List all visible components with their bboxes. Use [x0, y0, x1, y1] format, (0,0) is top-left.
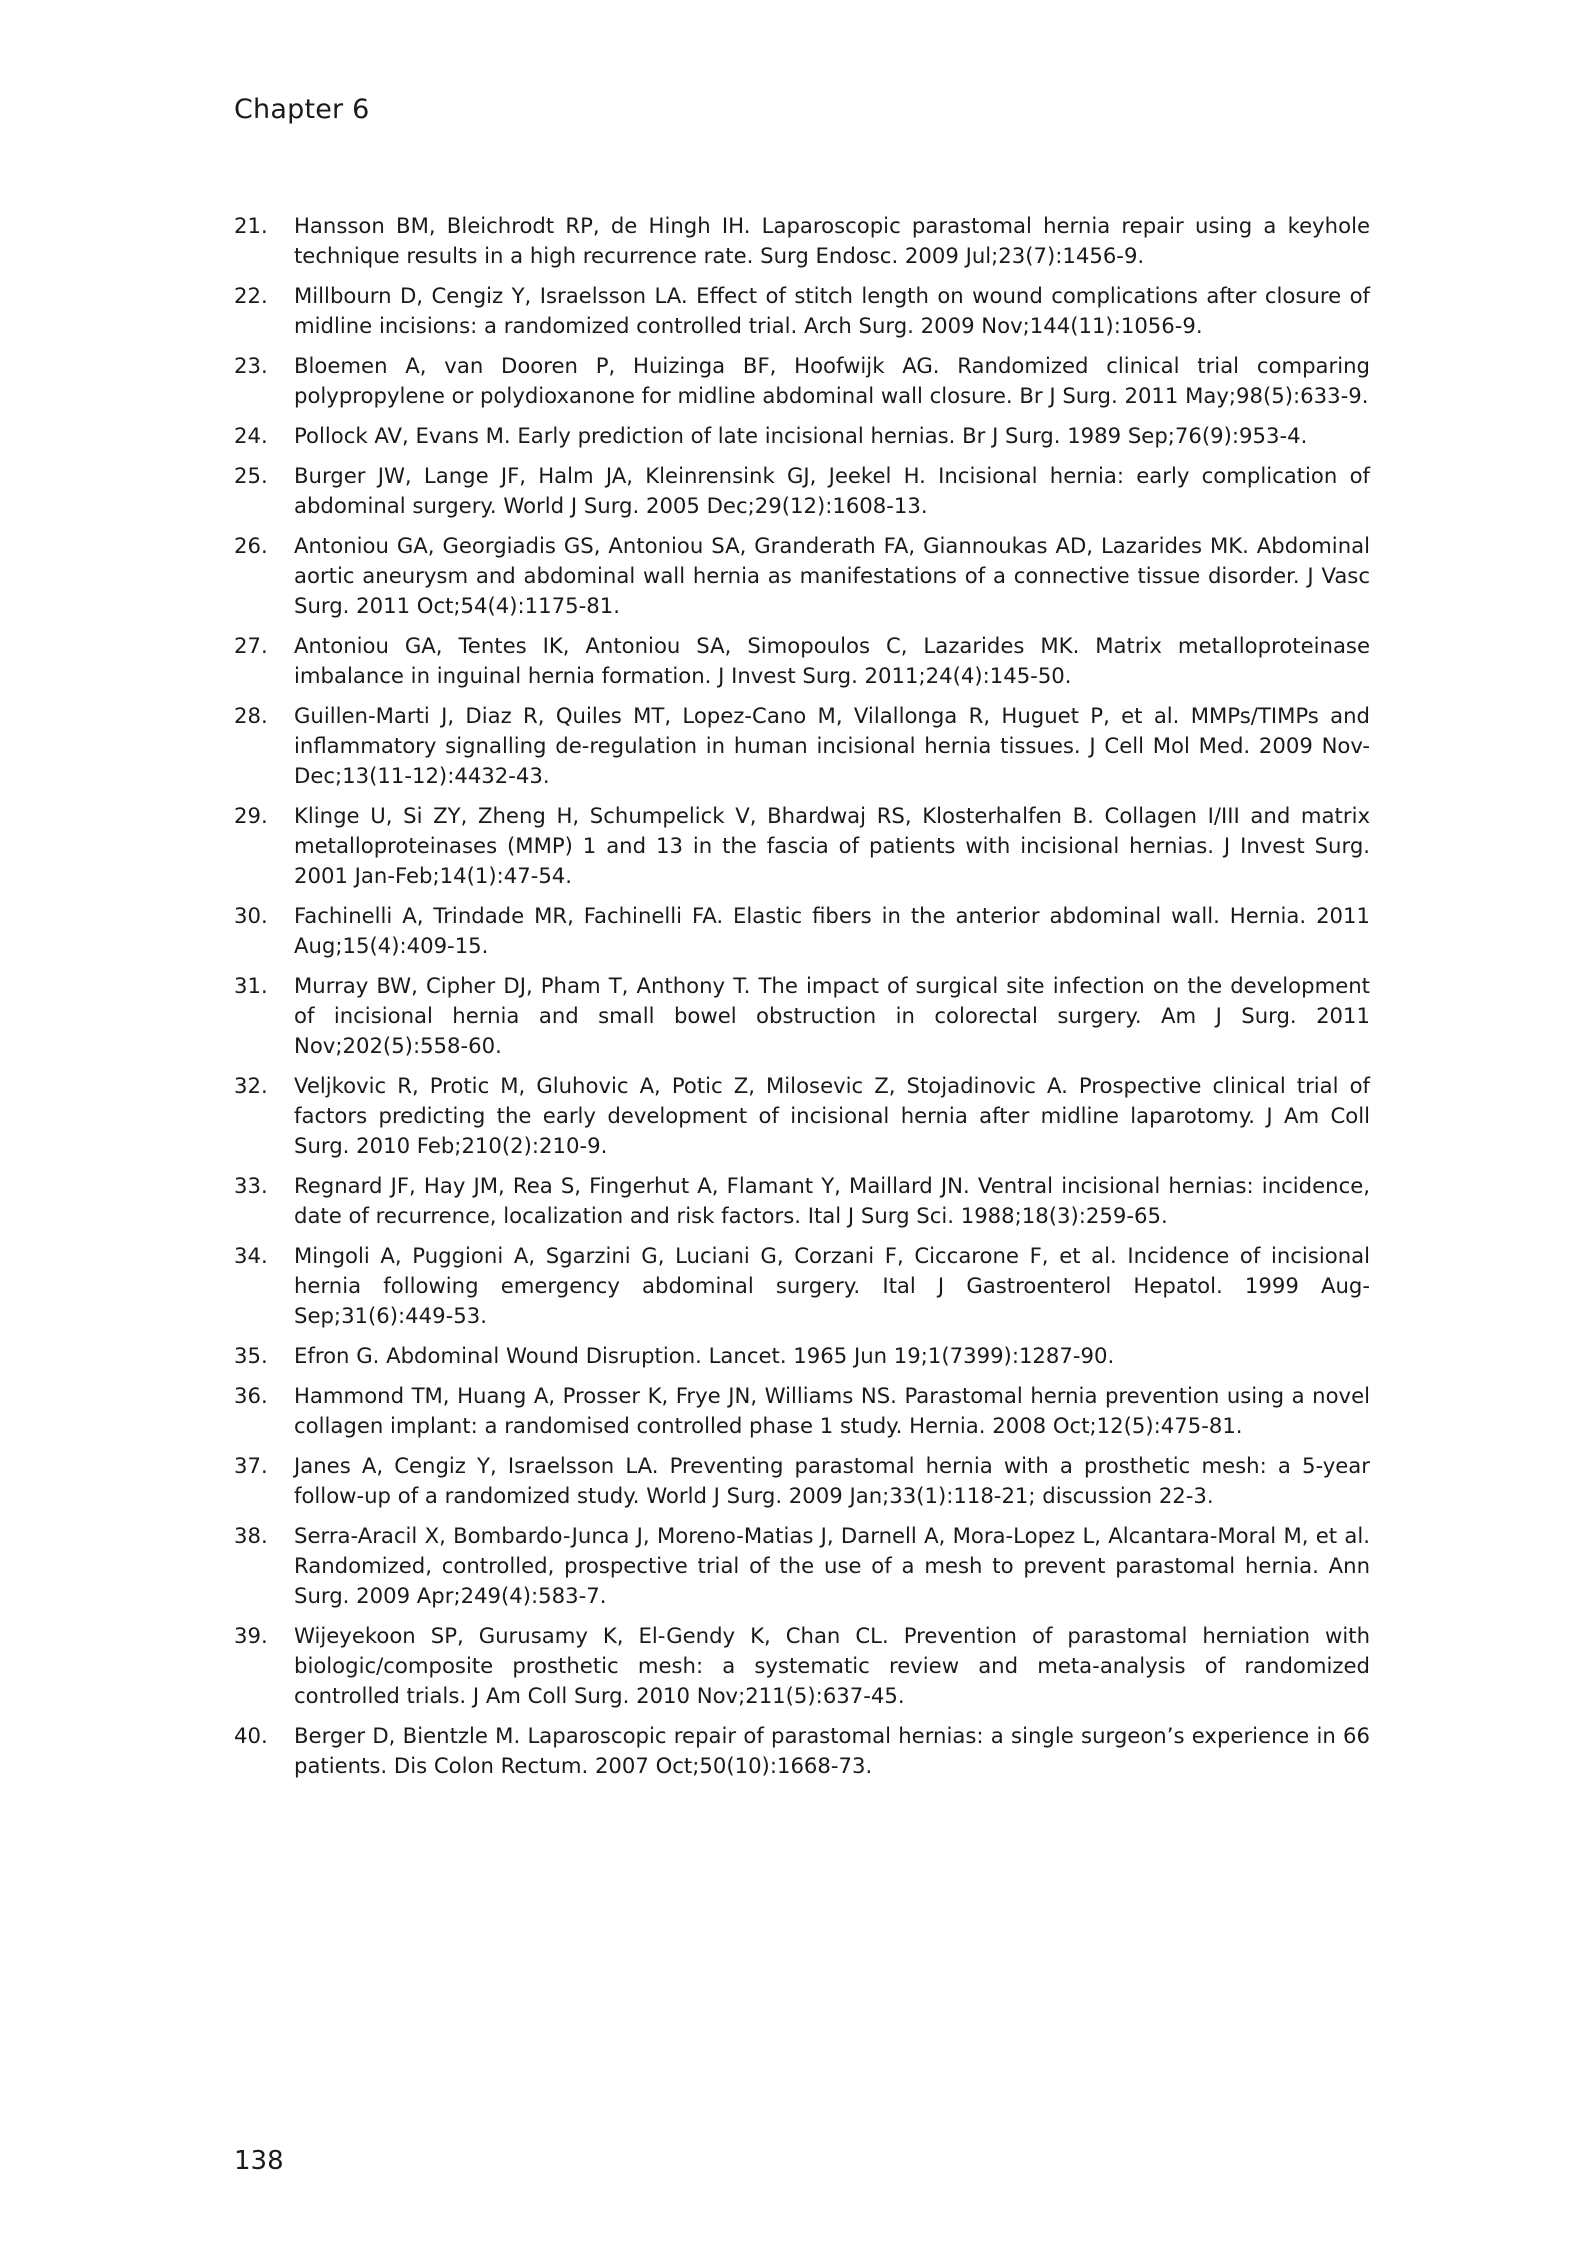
reference-text: Hansson BM, Bleichrodt RP, de Hingh IH. Laparoscopic parastomal hernia repair using a keyhole technique results in a high recurrence rate. Surg Endosc. 2009 Jul;23(7):1456-9.: [294, 213, 1370, 269]
reference-item: [234, 801, 1370, 891]
reference-item: [234, 351, 1370, 411]
reference-item: [234, 701, 1370, 791]
reference-text: Antoniou GA, Tentes IK, Antoniou SA, Simopoulos C, Lazarides MK. Matrix metalloproteinase imbalance in inguinal hernia formation. J Invest Surg. 2011;24(4):145-50.: [294, 632, 1370, 688]
reference-text: Burger JW, Lange JF, Halm JA, Kleinrensink GJ, Jeekel H. Incisional hernia: early complication of abdominal surgery. World J Surg. 2005 Dec;29(12):1608-13.: [294, 462, 1370, 518]
reference-number: 31.: [234, 973, 268, 999]
reference-number: 36.: [234, 1383, 268, 1409]
reference-text: Serra-Aracil X, Bombardo-Junca J, Moreno-Matias J, Darnell A, Mora-Lopez L, Alcantara-Moral M, et al. Randomized, controlled, prospective trial of the use of a mesh to prevent parastomal hernia. Ann Surg. 2009 Apr;249(4):583-7.: [294, 1523, 1370, 1609]
reference-number: 25.: [234, 462, 268, 488]
reference-number: 28.: [234, 702, 268, 728]
reference-text: Wijeyekoon SP, Gurusamy K, El-Gendy K, Chan CL. Prevention of parastomal herniation with biologic/composite prosthetic mesh: a systematic review and meta-analysis of randomized controlled trials. J Am Coll Surg. 2010 Nov;211(5):637-45.: [294, 1623, 1370, 1709]
reference-text: Millbourn D, Cengiz Y, Israelsson LA. Effect of stitch length on wound complications after closure of midline incisions: a randomized controlled trial. Arch Surg. 2009 Nov;144(11):1056-9.: [294, 282, 1370, 339]
reference-item: [234, 1241, 1370, 1331]
reference-text: Fachinelli A, Trindade MR, Fachinelli FA. Elastic fibers in the anterior abdominal wall. Hernia. 2011 Aug;15(4):409-15.: [294, 903, 1370, 959]
reference-text: Regnard JF, Hay JM, Rea S, Fingerhut A, Flamant Y, Maillard JN. Ventral incisional hernias: incidence, date of recurrence, localization and risk factors. Ital J Surg Sci. 1988;18(3):259-65.: [294, 1173, 1370, 1229]
reference-text: Janes A, Cengiz Y, Israelsson LA. Preventing parastomal hernia with a prosthetic mesh: a 5-year follow-up of a randomized study. World J Surg. 2009 Jan;33(1):118-21; discussion 22-3.: [294, 1453, 1370, 1509]
reference-text: Mingoli A, Puggioni A, Sgarzini G, Luciani G, Corzani F, Ciccarone F, et al. Incidence of incisional hernia following emergency abdominal surgery. Ital J Gastroenterol Hepatol. 1999 Aug-Sep;31(6):449-53.: [294, 1243, 1370, 1329]
reference-number: 24.: [234, 422, 268, 448]
reference-item: [234, 461, 1370, 521]
reference-item: [234, 1381, 1370, 1441]
reference-number: 26.: [234, 532, 268, 558]
chapter-header: Chapter 6: [234, 94, 370, 125]
reference-number: 33.: [234, 1173, 268, 1199]
reference-list: [234, 211, 1370, 1791]
reference-item: [234, 421, 1370, 451]
reference-number: 21.: [234, 213, 268, 238]
reference-number: 35.: [234, 1343, 268, 1369]
reference-item: [234, 1521, 1370, 1611]
reference-number: 27.: [234, 632, 268, 658]
reference-text: Antoniou GA, Georgiadis GS, Antoniou SA, Granderath FA, Giannoukas AD, Lazarides MK. Abdominal aortic aneurysm and abdominal wall hernia as manifestations of a connective tissue disorder. J Vasc Surg. 2011 Oct;54(4):1175-81.: [294, 532, 1370, 619]
reference-item: [234, 1341, 1370, 1371]
reference-item: [234, 1451, 1370, 1511]
reference-item: [234, 971, 1370, 1061]
reference-text: Hammond TM, Huang A, Prosser K, Frye JN, Williams NS. Parastomal hernia prevention using a novel collagen implant: a randomised controlled phase 1 study. Hernia. 2008 Oct;12(5):475-81.: [294, 1383, 1370, 1439]
reference-item: [234, 281, 1370, 341]
reference-number: 29.: [234, 802, 268, 828]
reference-number: 37.: [234, 1453, 268, 1479]
page-number: 138: [234, 2146, 284, 2176]
reference-number: 34.: [234, 1243, 268, 1269]
reference-text: Guillen-Marti J, Diaz R, Quiles MT, Lopez-Cano M, Vilallonga R, Huguet P, et al. MMPs/TIMPs and inflammatory signalling de-regulation in human incisional hernia tissues. J Cell Mol Med. 2009 Nov-Dec;13(11-12):4432-43.: [294, 702, 1370, 789]
reference-item: [234, 1721, 1370, 1781]
reference-number: 23.: [234, 352, 268, 378]
reference-item: [234, 211, 1370, 271]
reference-item: [234, 531, 1370, 621]
reference-text: Bloemen A, van Dooren P, Huizinga BF, Hoofwijk AG. Randomized clinical trial comparing polypropylene or polydioxanone for midline abdominal wall closure. Br J Surg. 2011 May;98(5):633-9.: [294, 352, 1370, 409]
reference-number: 22.: [234, 282, 268, 308]
reference-text: Berger D, Bientzle M. Laparoscopic repair of parastomal hernias: a single surgeon’s experience in 66 patients. Dis Colon Rectum. 2007 Oct;50(10):1668-73.: [294, 1723, 1370, 1779]
reference-item: [234, 1621, 1370, 1711]
reference-number: 30.: [234, 903, 268, 929]
reference-number: 40.: [234, 1723, 268, 1749]
reference-text: Veljkovic R, Protic M, Gluhovic A, Potic Z, Milosevic Z, Stojadinovic A. Prospective clinical trial of factors predicting the early development of incisional hernia after midline laparotomy. J Am Coll Surg. 2010 Feb;210(2):210-9.: [294, 1073, 1370, 1159]
reference-text: Efron G. Abdominal Wound Disruption. Lancet. 1965 Jun 19;1(7399):1287-90.: [294, 1343, 1115, 1369]
reference-text: Murray BW, Cipher DJ, Pham T, Anthony T. The impact of surgical site infection on the development of incisional hernia and small bowel obstruction in colorectal surgery. Am J Surg. 2011 Nov;202(5):558-60.: [294, 973, 1370, 1059]
reference-number: 38.: [234, 1523, 268, 1549]
reference-text: Klinge U, Si ZY, Zheng H, Schumpelick V, Bhardwaj RS, Klosterhalfen B. Collagen I/III and matrix metalloproteinases (MMP) 1 and 13 in the fascia of patients with incisional hernias. J Invest Surg. 2001 Jan-Feb;14(1):47-54.: [294, 802, 1370, 889]
reference-item: [234, 631, 1370, 691]
reference-number: 32.: [234, 1073, 268, 1099]
reference-item: [234, 1171, 1370, 1231]
reference-item: [234, 1071, 1370, 1161]
reference-text: Pollock AV, Evans M. Early prediction of late incisional hernias. Br J Surg. 1989 Sep;76(9):953-4.: [294, 422, 1308, 448]
reference-item: [234, 901, 1370, 961]
reference-number: 39.: [234, 1623, 268, 1649]
